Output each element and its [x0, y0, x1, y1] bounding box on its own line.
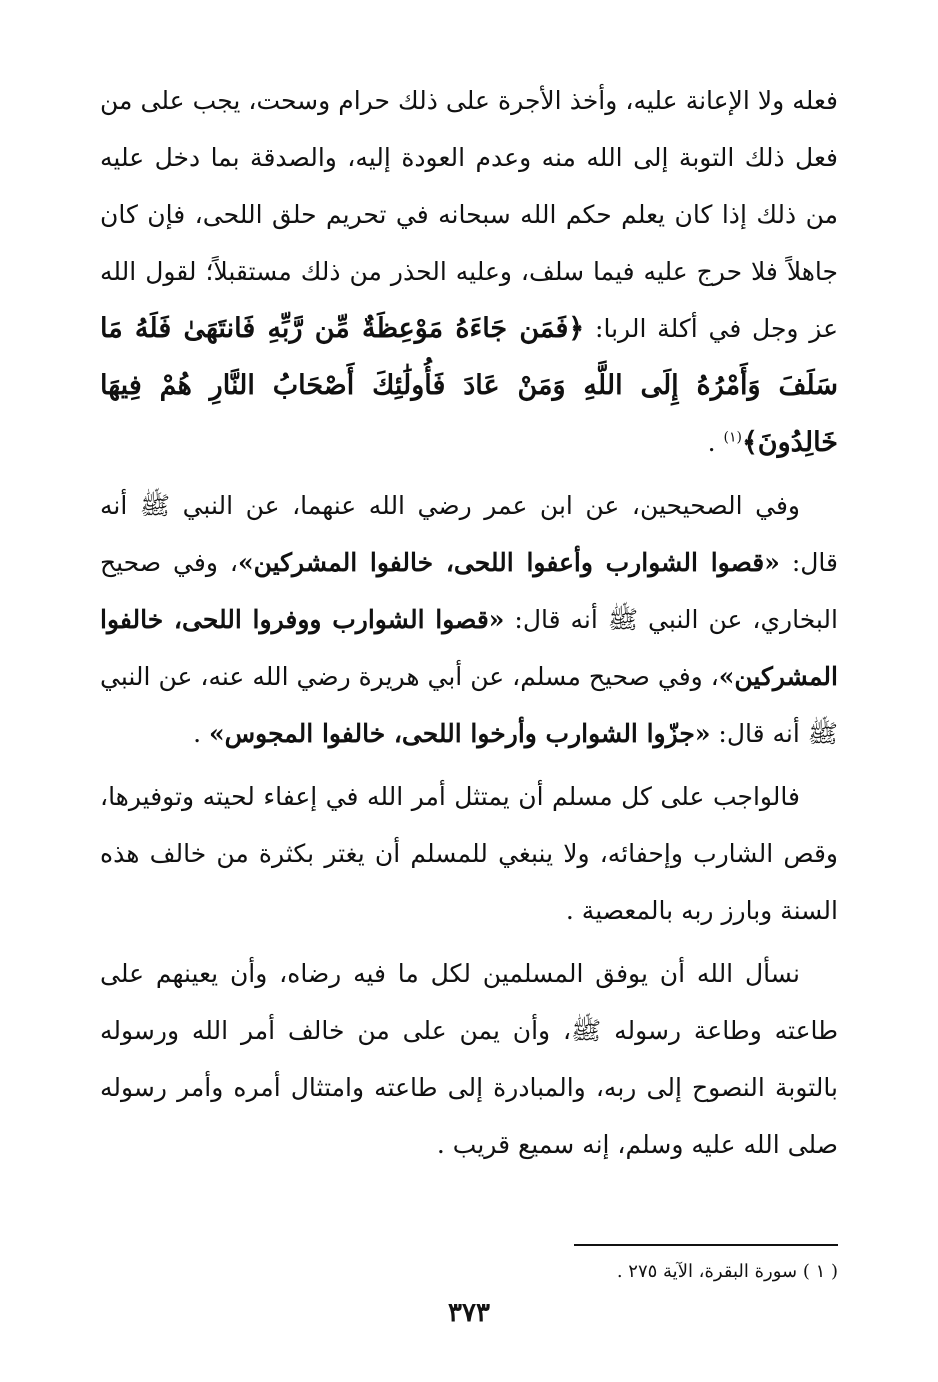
footnote-divider [574, 1244, 838, 1246]
page-body [100, 72, 838, 1372]
paragraph-3 [100, 768, 838, 939]
paragraph-1-text: فعله ولا الإعانة عليه، وأخذ الأجرة على ذلك حرام وسحت، يجب على من فعل ذلك التوبة إلى الله منه وعدم العودة إليه، والصدقة بما دخل عليه من ذلك إذا كان يعلم حكم الله سبحانه في تحريم حلق اللحى، فإن كان جاهلاً فلا حرج عليه فيما سلف، وعليه الحذر من ذلك مستقبلاً؛ لقول الله عز وجل في أكلة الربا: [100, 86, 838, 343]
footnote-reference[interactable]: (١) [723, 429, 742, 446]
paragraph-3-text: فالواجب على كل مسلم أن يمتثل أمر الله في إعفاء لحيته وتوفيرها، وقص الشارب وإحفائه، ولا ينبغي للمسلم أن يغتر بكثرة من خالف هذه السنة وبارز ربه بالمعصية . [100, 782, 838, 925]
paragraph-4 [100, 945, 838, 1173]
paragraph-2 [100, 477, 838, 762]
hadith-quote-1: «قصوا الشوارب وأعفوا اللحى، خالفوا المشركين» [237, 548, 780, 577]
paragraph-2-text-2: ، وفي صحيح البخاري، عن النبي ﷺ أنه قال: [100, 548, 838, 634]
page-number: ٣٧٣ [448, 1298, 490, 1328]
paragraph-1-end: . [707, 428, 724, 457]
paragraph-2-text-3: ، وفي صحيح مسلم، عن أبي هريرة رضي الله عنه، عن النبي ﷺ أنه قال: [100, 662, 838, 748]
hadith-quote-3: «جزّوا الشوارب وأرخوا اللحى، خالفوا المجوس» [209, 719, 711, 748]
paragraph-2-end: . [193, 719, 210, 748]
paragraph-4-text: نسأل الله أن يوفق المسلمين لكل ما فيه رضاه، وأن يعينهم على طاعته وطاعة رسوله ﷺ، وأن يمن على من خالف أمر الله ورسوله بالتوبة النصوح إلى ربه، والمبادرة إلى طاعته وامتثال أمره وأمر رسوله صلى الله عليه وسلم، إنه سميع قريب . [100, 959, 838, 1159]
footnote: ( ١ ) سورة البقرة، الآية ٢٧٥ . [616, 1261, 838, 1282]
paragraph-1 [100, 72, 838, 471]
hadith-quote-2: «قصوا الشوارب ووفروا اللحى، خالفوا المشركين» [100, 605, 838, 691]
quran-verse: ﴿فَمَن جَاءَهُ مَوْعِظَةٌ مِّن رَّبِّهِ فَانتَهَىٰ فَلَهُ مَا سَلَفَ وَأَمْرُهُ إِلَى اللَّهِ وَمَنْ عَادَ فَأُولَٰئِكَ أَصْحَابُ النَّارِ هُمْ فِيهَا خَالِدُونَ﴾ [100, 313, 838, 458]
paragraph-2-text-1: وفي الصحيحين، عن ابن عمر رضي الله عنهما، عن النبي ﷺ أنه قال: [100, 491, 838, 577]
